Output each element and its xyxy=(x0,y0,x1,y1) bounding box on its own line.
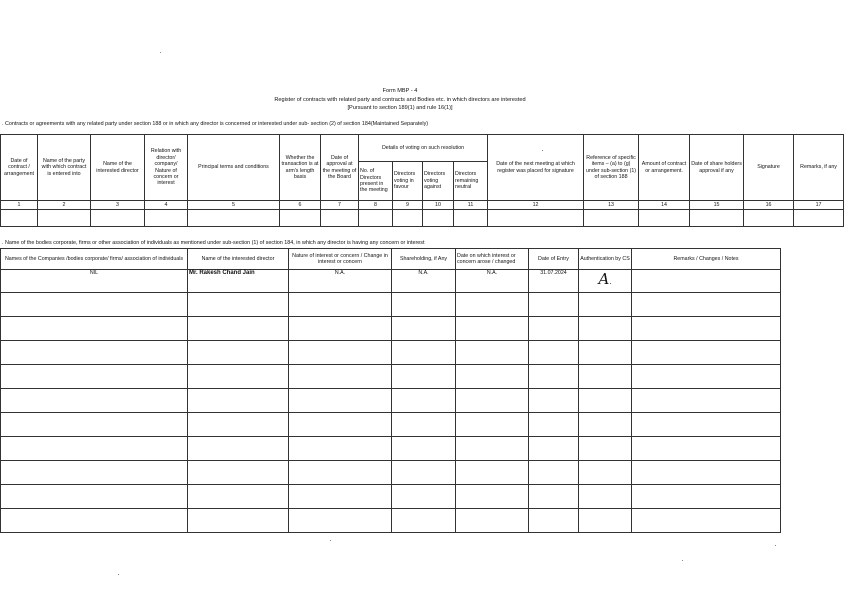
col-header-date-of-entry: Date of Entry xyxy=(529,249,579,270)
column-number: 1 xyxy=(1,201,38,210)
col-header-arms-length: Whether the transaction is at arm's length basis xyxy=(280,135,321,201)
date-arose-cell: N.A. xyxy=(456,270,529,293)
table-row xyxy=(1,293,781,317)
column-number: 12 xyxy=(488,201,584,210)
section1-title: . Contracts or agreements with any related party under section 188 or in which any director is concerned or interested under sub- section (2) of section 184(Maintained Separately) xyxy=(2,121,429,127)
col-header-date-of-contract: Date of contract / arrangement xyxy=(1,135,38,201)
col-header-nature-of-interest: Nature of interest or concern / Change in interest or concern xyxy=(289,249,392,270)
company-cell: NIL xyxy=(1,270,188,293)
column-number: 15 xyxy=(690,201,744,210)
col-header-remarks: Remarks, if any xyxy=(794,135,844,201)
col-header-principal-terms: Principal terms and conditions xyxy=(188,135,280,201)
col-header-next-meeting: Date of the next meeting at which register was placed for signature xyxy=(488,135,584,201)
col-header-voting-favour: Directors voting in favour xyxy=(393,162,423,201)
col-header-amount: Amount of contract or arrangement. xyxy=(639,135,690,201)
column-number: 10 xyxy=(423,201,454,210)
form-number: Form MBP - 4 xyxy=(382,88,418,94)
column-number: 7 xyxy=(321,201,359,210)
shareholding-cell: N.A. xyxy=(392,270,456,293)
col-header-interested-director: Name of the interested director xyxy=(188,249,289,270)
table-row xyxy=(1,210,844,227)
table-row xyxy=(1,461,781,485)
scan-speck xyxy=(118,574,119,575)
col-header-relation: Relation with director/ company/ Nature of concern or interest xyxy=(145,135,188,201)
col-header-reference-items: Reference of specific items – (a) to (g) under sub-section (1) of section 188 xyxy=(584,135,639,201)
register-title: Register of contracts with related party and contracts and Bodies etc. in which directors are interested xyxy=(274,97,526,103)
director-cell: Mr. Rakesh Chand Jain xyxy=(188,270,289,293)
col-header-board-approval: Date of approval at the meeting of the Board xyxy=(321,135,359,201)
table-row xyxy=(1,317,781,341)
table-row xyxy=(1,389,781,413)
scan-speck xyxy=(330,540,331,541)
table-row xyxy=(1,509,781,533)
col-header-shareholding: Shareholding, if Any xyxy=(392,249,456,270)
register-subtitle: [Pursuant to section 189(1) and rule 16(1)] xyxy=(347,105,453,111)
table-row xyxy=(1,341,781,365)
column-number: 3 xyxy=(91,201,145,210)
col-header-shareholder-approval: Date of share holders approval if any xyxy=(690,135,744,201)
bodies-corporate-table xyxy=(0,248,781,533)
section2-title: . Name of the bodies corporate, firms or other association of individuals as mentioned under sub-section (1) of section 184, in which any director is having any concern or interest xyxy=(2,240,425,246)
col-header-date-arose: Date on which interest or concern arose / changed xyxy=(456,249,529,270)
table-row xyxy=(1,437,781,461)
nature-cell: N.A. xyxy=(289,270,392,293)
col-header-voting-details: Details of voting on such resolution xyxy=(359,135,488,162)
column-number: 4 xyxy=(145,201,188,210)
col-header-party-name: Name of the party with which contract is entered into xyxy=(38,135,91,201)
column-number: 17 xyxy=(794,201,844,210)
column-number: 13 xyxy=(584,201,639,210)
column-number: 8 xyxy=(359,201,393,210)
col-header-directors-present: No. of Directors present in the meeting xyxy=(359,162,393,201)
col-header-signature: Signature xyxy=(744,135,794,201)
column-number: 11 xyxy=(454,201,488,210)
authentication-cell: A. xyxy=(579,270,632,293)
column-number: 16 xyxy=(744,201,794,210)
scan-speck xyxy=(160,52,161,53)
column-number-row xyxy=(1,201,844,210)
column-number: 14 xyxy=(639,201,690,210)
col-header-voting-against: Directors voting against xyxy=(423,162,454,201)
col-header-remaining-neutral: Directors remaining neutral xyxy=(454,162,488,201)
cs-signature: A xyxy=(598,269,610,288)
col-header-authentication: Authentication by CS xyxy=(579,249,632,270)
column-number: 6 xyxy=(280,201,321,210)
date-entry-cell: 31.07.2024 xyxy=(529,270,579,293)
scan-speck xyxy=(682,560,683,561)
table-row xyxy=(1,413,781,437)
scan-speck xyxy=(775,545,776,546)
table-row xyxy=(1,365,781,389)
table-row xyxy=(1,485,781,509)
remarks-cell xyxy=(632,270,781,293)
column-number: 2 xyxy=(38,201,91,210)
col-header-interested-director: Name of the interested director xyxy=(91,135,145,201)
scan-speck xyxy=(542,150,543,151)
col-header-remarks-notes: Remarks / Changes / Notes xyxy=(632,249,781,270)
col-header-companies: Names of the Companies /bodies corporate/ firms/ association of individuals xyxy=(1,249,188,270)
column-number: 5 xyxy=(188,201,280,210)
contracts-table xyxy=(0,134,844,227)
column-number: 9 xyxy=(393,201,423,210)
table-row xyxy=(1,270,781,293)
